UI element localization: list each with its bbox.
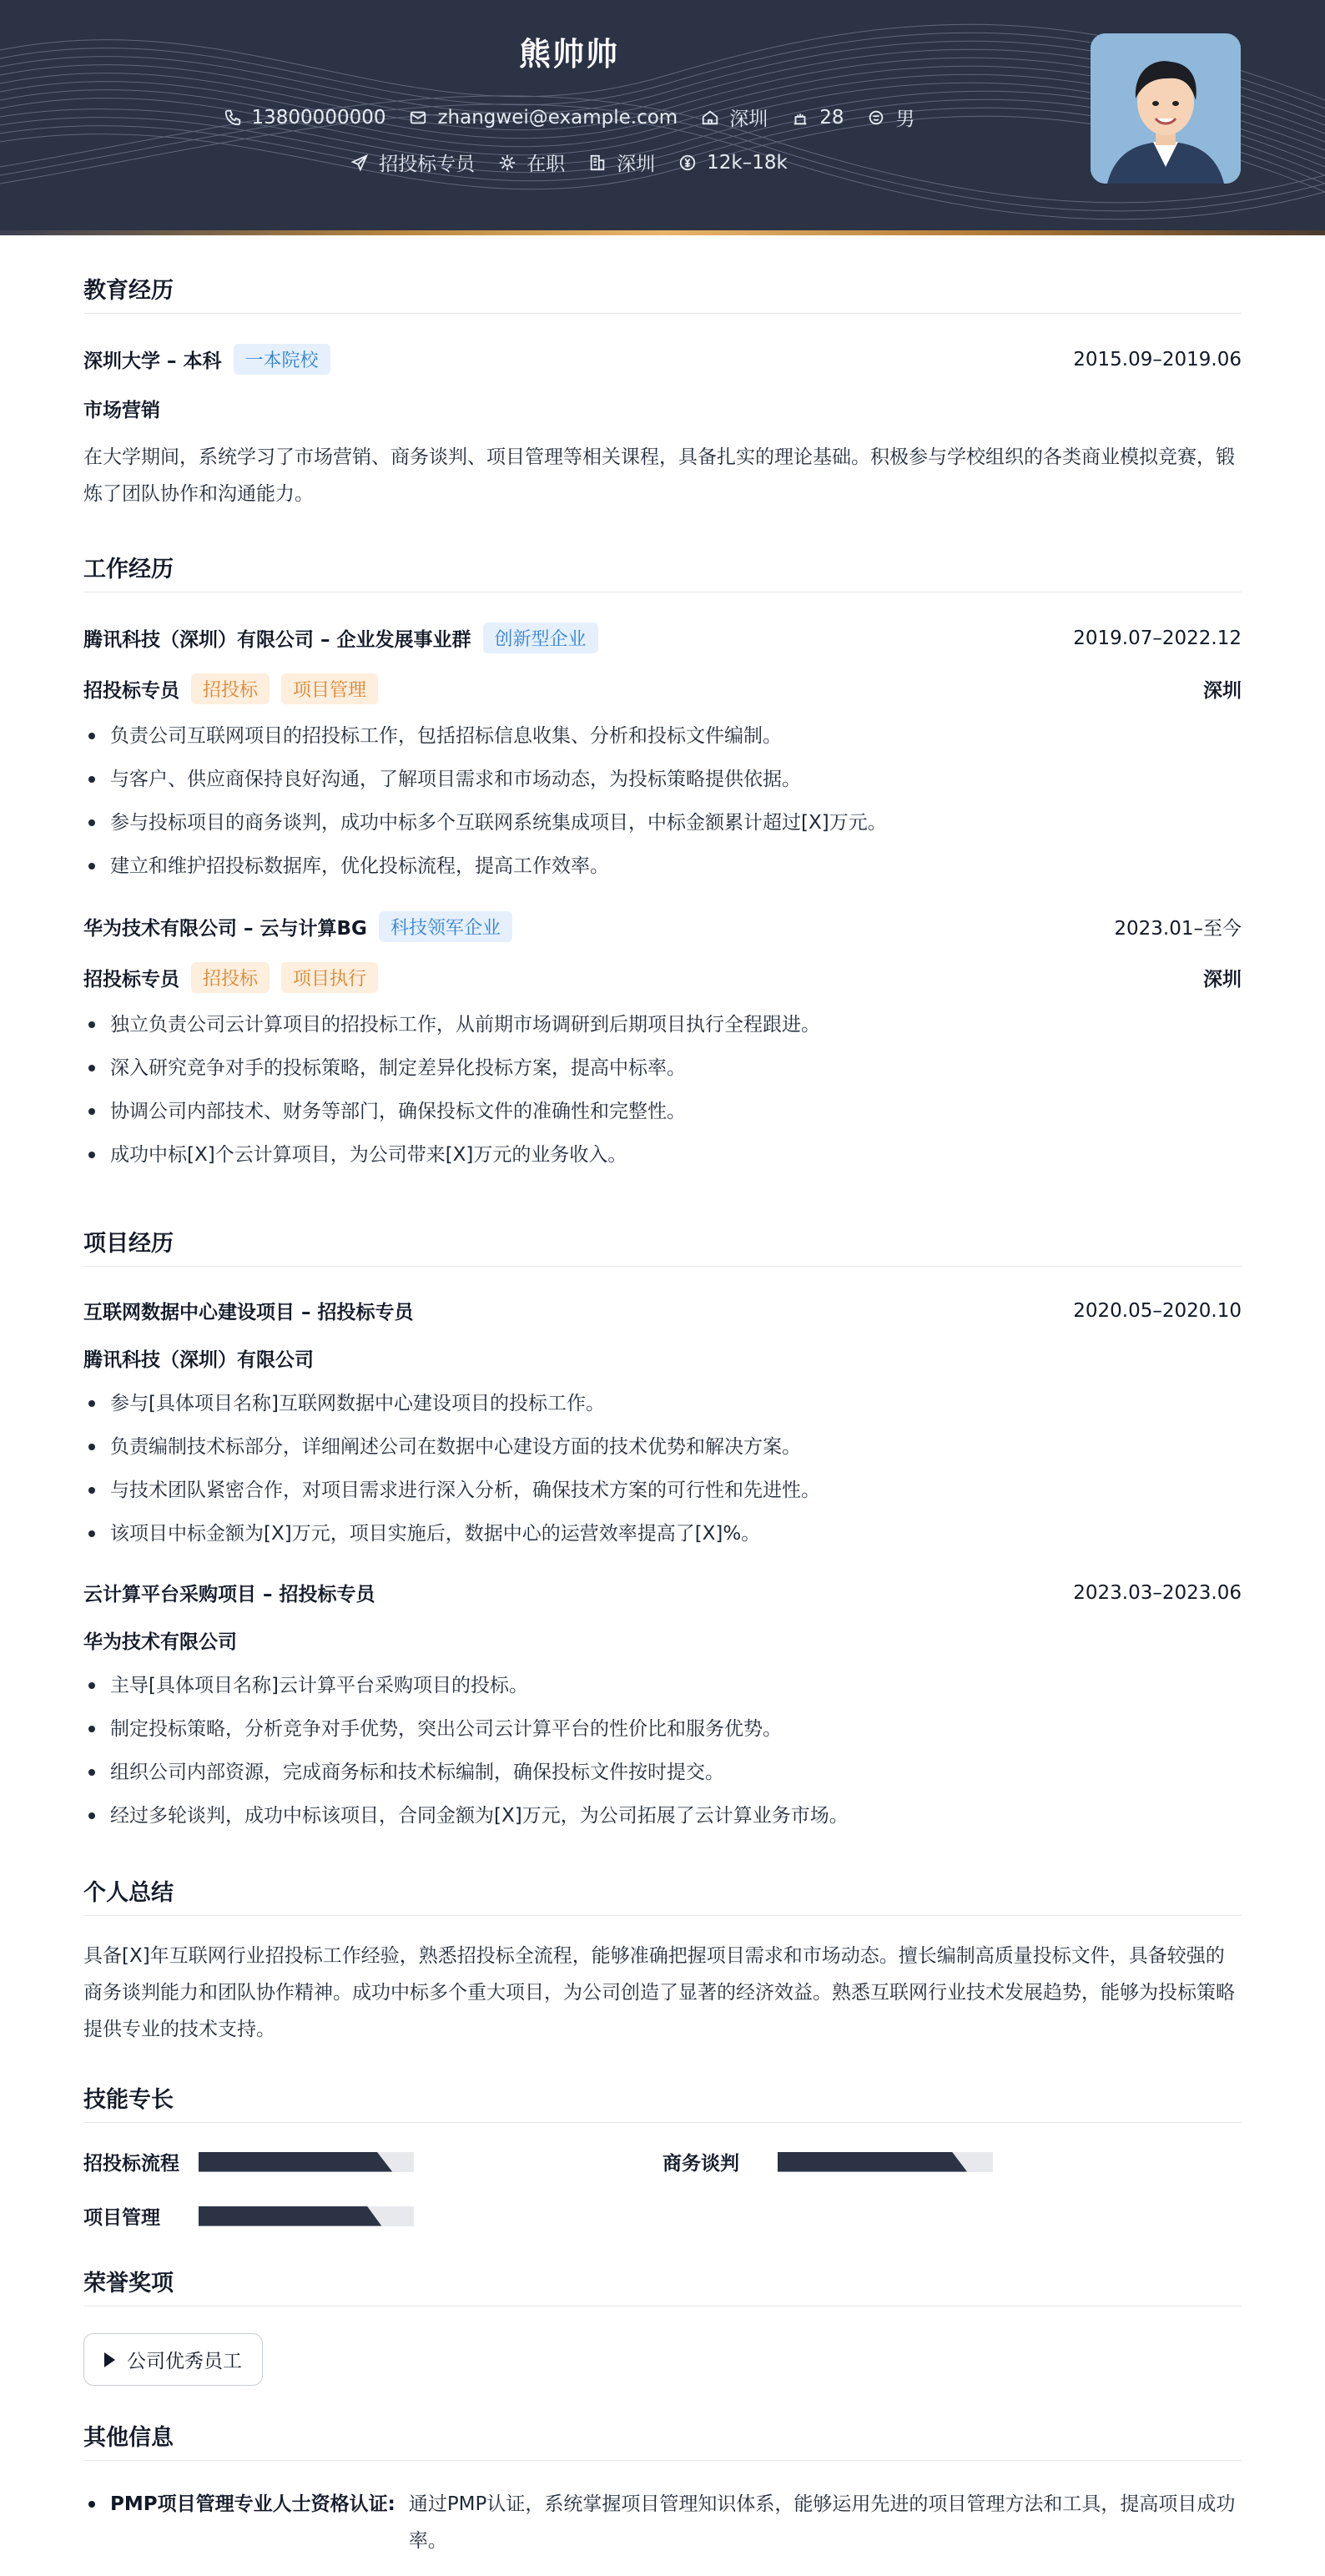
intent-city <box>588 149 655 176</box>
summary-text: 具备[X]年互联网行业招投标工作经验，熟悉招投标全流程，能够准确把握项目需求和市场动态。擅长编制高质量投标文件，具备较强的商务谈判能力和团队协作精神。成功中标多个重大项目，为公司创造了显著的经济效益。熟悉互联网行业技术发展趋势，能够为投标策略提供专业的技术支持。 <box>83 1945 1235 2040</box>
section-title-honors: 荣誉奖项 <box>83 2265 1242 2306</box>
skills-grid <box>83 2148 1242 2230</box>
list-item: 该项目中标金额为[X]万元，项目实施后，数据中心的运营效率提高了[X]%。 <box>83 1512 1242 1555</box>
other-info-text: 通过PMP认证，系统掌握项目管理知识体系，能够运用先进的项目管理方法和工具，提高项目成功率。 <box>408 2493 1236 2552</box>
list-item: 经过多轮谈判，成功中标该项目，合同金额为[X]万元，为公司拓展了云计算业务市场。 <box>83 1794 1242 1837</box>
work-role: 招投标专员 <box>83 680 179 702</box>
project-entry <box>83 1297 1242 1555</box>
list-item: 与客户、供应商保持良好沟通，了解项目需求和市场动态，为投标策略提供依据。 <box>83 758 1242 801</box>
honor-label: 公司优秀员工 <box>127 2351 242 2372</box>
contact-phone <box>224 107 386 129</box>
intent-position <box>350 149 475 176</box>
intent-city-text: 深圳 <box>617 154 656 175</box>
salary-icon <box>678 154 697 172</box>
building-icon <box>588 154 607 172</box>
skill-item <box>83 2148 662 2175</box>
work-role-row <box>83 673 1242 704</box>
job-intent-row <box>0 149 1138 176</box>
list-item: 负责公司互联网项目的招投标工作，包括招标信息收集、分析和投标文件编制。 <box>83 714 1242 758</box>
work-location: 深圳 <box>1203 969 1242 991</box>
honor-item-toggle[interactable] <box>83 2333 263 2386</box>
project-bullets <box>83 1382 1242 1555</box>
other-info-item <box>83 2486 1242 2559</box>
age-text: 28 <box>819 106 844 129</box>
avatar <box>1091 33 1241 184</box>
work-entry-header <box>83 623 1242 653</box>
contact-age <box>791 107 844 129</box>
phone-icon <box>224 108 242 127</box>
skill-name: 招投标流程 <box>83 2153 179 2175</box>
skill-bar <box>199 2152 414 2172</box>
project-date: 2020.05–2020.10 <box>1073 1299 1242 1322</box>
intent-status <box>498 149 565 176</box>
list-item: 建立和维护招投标数据库，优化投标流程，提高工作效率。 <box>83 844 1242 888</box>
skill-bar-fill <box>778 2152 967 2172</box>
list-item: 负责编制技术标部分，详细阐述公司在数据中心建设方面的技术优势和解决方案。 <box>83 1425 1242 1469</box>
work-bullets <box>83 1003 1242 1177</box>
work-entry <box>83 623 1242 888</box>
avatar-portrait <box>1091 33 1241 184</box>
work-role: 招投标专员 <box>83 969 179 991</box>
section-title-other: 其他信息 <box>83 2419 1242 2461</box>
role-tag: 招投标 <box>191 673 270 704</box>
project-entry <box>83 1579 1242 1837</box>
role-tag: 项目管理 <box>281 673 378 704</box>
list-item: 独立负责公司云计算项目的招投标工作，从前期市场调研到后期项目执行全程跟进。 <box>83 1003 1242 1046</box>
resume-body <box>0 272 1325 2576</box>
school-tag: 一本院校 <box>234 344 330 375</box>
skill-bar <box>199 2206 414 2226</box>
resume-header <box>0 0 1325 235</box>
salary-text: 12k–18k <box>707 151 788 174</box>
education-major: 市场营销 <box>83 400 160 421</box>
list-item: 主导[具体项目名称]云计算平台采购项目的投标。 <box>83 1664 1242 1707</box>
project-date: 2023.03–2023.06 <box>1073 1581 1242 1604</box>
contact-email <box>409 107 678 129</box>
skill-bar-fill <box>199 2152 392 2172</box>
age-icon <box>791 108 809 127</box>
home-icon <box>701 108 719 127</box>
project-name: 云计算平台采购项目 – 招投标专员 <box>83 1584 375 1606</box>
section-title-education: 教育经历 <box>83 272 1242 314</box>
work-date: 2019.07–2022.12 <box>1073 627 1242 649</box>
project-entry-header <box>83 1579 1242 1606</box>
work-company: 华为技术有限公司 – 云与计算BG <box>83 918 367 940</box>
header-gold-divider <box>0 230 1325 235</box>
skill-item <box>83 2202 662 2230</box>
phone-text: 13800000000 <box>251 106 386 129</box>
project-bullets <box>83 1664 1242 1837</box>
list-item: 组织公司内部资源，完成商务标和技术标编制，确保投标文件按时提交。 <box>83 1751 1242 1794</box>
contact-row <box>0 103 1138 131</box>
role-tag: 招投标 <box>191 962 270 993</box>
education-entry-header <box>83 344 1242 375</box>
position-text: 招投标专员 <box>379 154 476 175</box>
gender-icon <box>867 108 885 127</box>
education-date: 2015.09–2019.06 <box>1073 348 1242 371</box>
list-item: 深入研究竞争对手的投标策略，制定差异化投标方案，提高中标率。 <box>83 1046 1242 1090</box>
other-info-label: PMP项目管理专业人士资格认证: <box>110 2493 395 2515</box>
contact-city <box>701 103 768 131</box>
list-item: 制定投标策略，分析竞争对手优势，突出公司云计算平台的性价比和服务优势。 <box>83 1707 1242 1751</box>
list-item: 成功中标[X]个云计算项目，为公司带来[X]万元的业务收入。 <box>83 1133 1242 1177</box>
role-tag: 项目执行 <box>281 962 378 993</box>
skill-name: 项目管理 <box>83 2207 160 2229</box>
company-tag: 科技领军企业 <box>379 911 512 942</box>
project-company: 腾讯科技（深圳）有限公司 <box>83 1349 314 1371</box>
section-title-work: 工作经历 <box>83 551 1242 592</box>
work-entry <box>83 911 1242 1177</box>
work-location: 深圳 <box>1203 680 1242 702</box>
caret-right-icon <box>104 2352 115 2367</box>
work-date: 2023.01–至今 <box>1114 918 1242 940</box>
work-role-row <box>83 962 1242 993</box>
contact-gender <box>867 103 914 131</box>
send-icon <box>350 154 369 172</box>
mail-icon <box>409 108 427 127</box>
candidate-name: 熊帅帅 <box>518 36 619 73</box>
section-title-summary: 个人总结 <box>83 1874 1242 1916</box>
project-name: 互联网数据中心建设项目 – 招投标专员 <box>83 1302 414 1323</box>
section-title-projects: 项目经历 <box>83 1225 1242 1267</box>
work-bullets <box>83 714 1242 888</box>
list-item: 参与投标项目的商务谈判，成功中标多个互联网系统集成项目，中标金额累计超过[X]万元。 <box>83 801 1242 844</box>
list-item: 参与[具体项目名称]互联网数据中心建设项目的投标工作。 <box>83 1382 1242 1425</box>
skill-bar-fill <box>199 2206 381 2226</box>
gender-text: 男 <box>895 108 915 130</box>
intent-salary <box>678 152 788 174</box>
status-text: 在职 <box>526 154 566 175</box>
education-description: 在大学期间，系统学习了市场营销、商务谈判、项目管理等相关课程，具备扎实的理论基础。积极参与学校组织的各类商业模拟竞赛，锻炼了团队协作和沟通能力。 <box>83 446 1235 505</box>
work-entry-header <box>83 911 1242 942</box>
project-entry-header <box>83 1297 1242 1324</box>
education-school: 深圳大学 – 本科 <box>83 350 222 372</box>
work-company: 腾讯科技（深圳）有限公司 – 企业发展事业群 <box>83 629 471 651</box>
section-title-skills: 技能专长 <box>83 2081 1242 2123</box>
skill-bar <box>778 2152 993 2172</box>
status-icon <box>498 154 516 172</box>
list-item: 协调公司内部技术、财务等部门，确保投标文件的准确性和完整性。 <box>83 1090 1242 1133</box>
city-text: 深圳 <box>729 108 768 130</box>
email-text: zhangwei@example.com <box>437 106 678 129</box>
project-company: 华为技术有限公司 <box>83 1631 237 1653</box>
company-tag: 创新型企业 <box>483 623 598 653</box>
skill-name: 商务谈判 <box>662 2153 739 2175</box>
list-item: 与技术团队紧密合作，对项目需求进行深入分析，确保技术方案的可行性和先进性。 <box>83 1469 1242 1512</box>
skill-item <box>662 2148 1242 2175</box>
